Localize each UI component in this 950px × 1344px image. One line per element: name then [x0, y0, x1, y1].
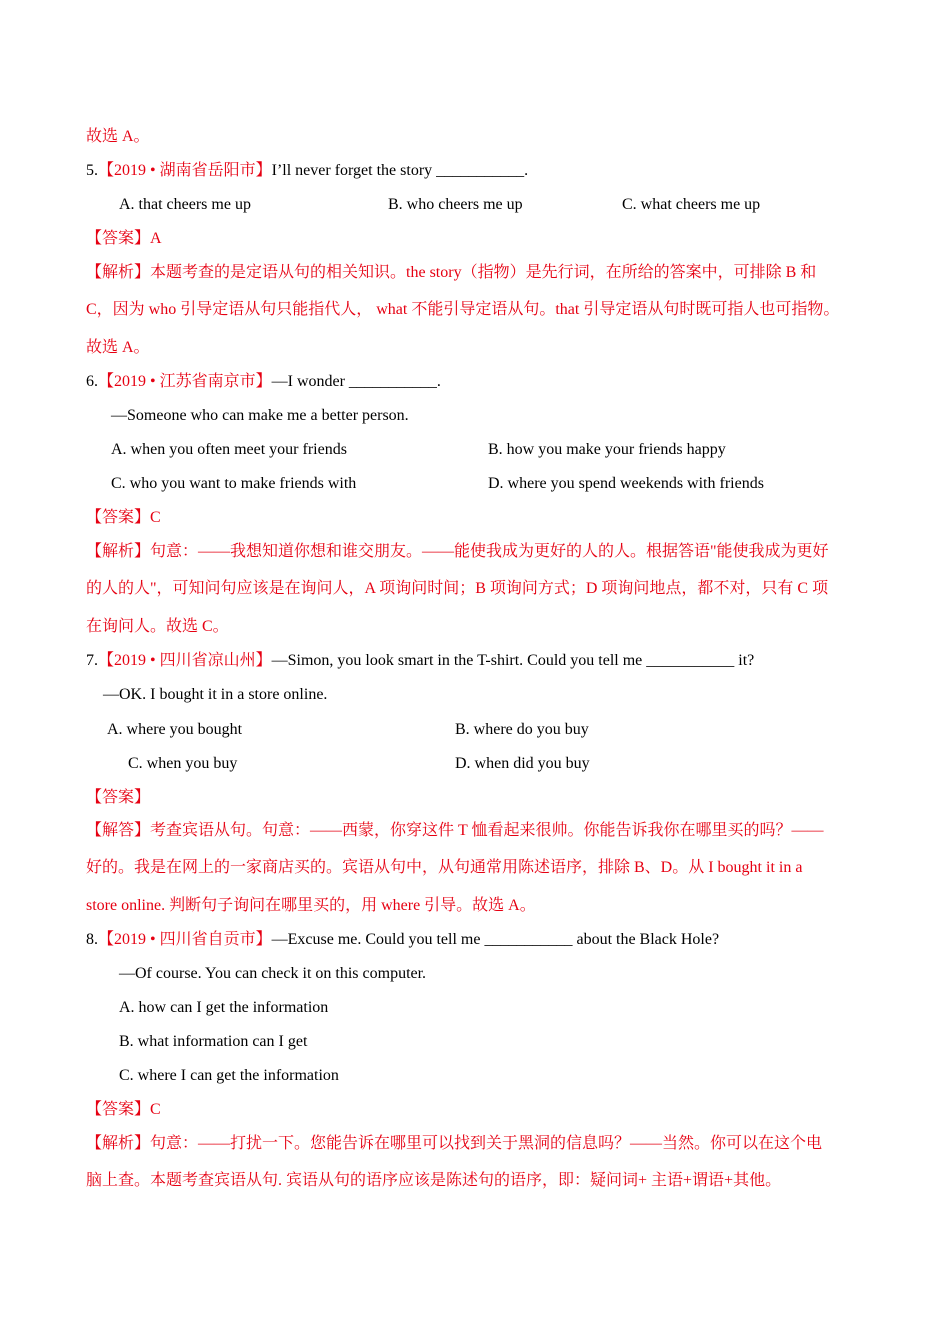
question-number: 7.	[86, 652, 98, 669]
q7-analysis-line-2: 好的。我是在网上的一家商店买的。宾语从句中，从句通常用陈述语序，排除 B、D。从 I bought it in a	[86, 859, 803, 876]
q6-analysis-line-1	[86, 541, 829, 563]
question-5-stem	[86, 160, 528, 182]
q7-option-c: C. when you buy	[128, 755, 238, 772]
q5-analysis-line-2: C，因为 who 引导定语从句只能指代人， what 不能引导定语从句。that 引导定语从句时既可指人也可指物。	[86, 301, 840, 318]
question-number: 6.	[86, 373, 98, 390]
question-6-stem	[86, 371, 441, 393]
q8-reply: —Of course. You can check it on this computer.	[119, 965, 427, 982]
answer-label: 【答案】	[86, 1101, 151, 1118]
answer-value: C	[150, 509, 161, 526]
analysis-label: 【解析】	[86, 543, 151, 560]
q8-option-c: C. where I can get the information	[119, 1067, 339, 1084]
analysis-text: 考查宾语从句。句意：——西蒙，你穿这件 T 恤看起来很帅。你能告诉我你在哪里买的吗？——	[150, 822, 824, 839]
q6-reply: —Someone who can make me a better person.	[111, 407, 409, 424]
question-text: —Excuse me. Could you tell me ___________ about the Black Hole?	[271, 931, 720, 948]
analysis-label: 【解析】	[86, 264, 151, 281]
answer-value: A	[150, 230, 162, 247]
q8-option-a: A. how can I get the information	[119, 999, 329, 1016]
q8-answer	[86, 1099, 161, 1121]
answer-label: 【答案】	[86, 230, 151, 247]
question-text: I’ll never forget the story ___________.	[271, 162, 529, 179]
question-text: —Simon, you look smart in the T-shirt. Could you tell me ___________ it?	[271, 652, 755, 669]
q8-option-b: B. what information can I get	[119, 1033, 308, 1050]
question-7-stem	[86, 650, 754, 672]
q5-answer	[86, 228, 162, 250]
question-source: 【2019 • 湖南省岳阳市】	[98, 162, 272, 179]
q6-answer	[86, 507, 161, 529]
analysis-text: 句意：——打扰一下。您能告诉在哪里可以找到关于黑洞的信息吗？——当然。你可以在这个电	[150, 1135, 823, 1152]
q6-analysis-line-2: 的人的人"，可知问句应该是在询问人，A 项询问时间；B 项询问方式；D 项询问地点，都不对，只有 C 项	[86, 580, 829, 597]
answer-value: C	[150, 1101, 161, 1118]
q5-option-a: A. that cheers me up	[119, 196, 251, 213]
q6-option-a: A. when you often meet your friends	[111, 441, 347, 458]
q5-option-b: B. who cheers me up	[388, 196, 523, 213]
analysis-text: 句意：——我想知道你想和谁交朋友。——能使我成为更好的人的人。根据答语"能使我成为更好	[150, 543, 829, 560]
answer-label: 【答案】	[86, 509, 151, 526]
q6-option-d: D. where you spend weekends with friends	[488, 475, 764, 492]
q7-option-a: A. where you bought	[107, 721, 243, 738]
q5-option-c: C. what cheers me up	[622, 196, 761, 213]
q5-analysis-line-3: 故选 A。	[86, 339, 150, 356]
answer-label: 【答案】	[86, 789, 151, 806]
q8-analysis-line-1	[86, 1133, 822, 1155]
question-source: 【2019 • 江苏省南京市】	[98, 373, 272, 390]
question-number: 8.	[86, 931, 98, 948]
q7-analysis-line-3: store online. 判断句子询问在哪里买的，用 where 引导。故选 A。	[86, 897, 536, 914]
q7-option-d: D. when did you buy	[455, 755, 590, 772]
previous-conclusion: 故选 A。	[86, 128, 150, 145]
question-8-stem	[86, 929, 719, 951]
q7-option-b: B. where do you buy	[455, 721, 589, 738]
analysis-label: 【解答】	[86, 822, 151, 839]
q7-analysis-line-1	[86, 820, 824, 842]
question-number: 5.	[86, 162, 98, 179]
q8-analysis-line-2: 脑上查。本题考查宾语从句. 宾语从句的语序应该是陈述句的语序，即：疑问词+ 主语+谓语+其他。	[86, 1172, 782, 1189]
q7-answer	[86, 787, 150, 809]
q6-option-b: B. how you make your friends happy	[488, 441, 726, 458]
question-text: —I wonder ___________.	[271, 373, 441, 390]
q6-option-c: C. who you want to make friends with	[111, 475, 357, 492]
q5-analysis-line-1	[86, 262, 816, 284]
question-source: 【2019 • 四川省自贡市】	[98, 931, 272, 948]
analysis-label: 【解析】	[86, 1135, 151, 1152]
analysis-text: 本题考查的是定语从句的相关知识。the story（指物）是先行词，在所给的答案中，可排除 B 和	[150, 264, 817, 281]
q7-reply: —OK. I bought it in a store online.	[103, 686, 328, 703]
question-source: 【2019 • 四川省凉山州】	[98, 652, 272, 669]
q6-analysis-line-3: 在询问人。故选 C。	[86, 618, 229, 635]
